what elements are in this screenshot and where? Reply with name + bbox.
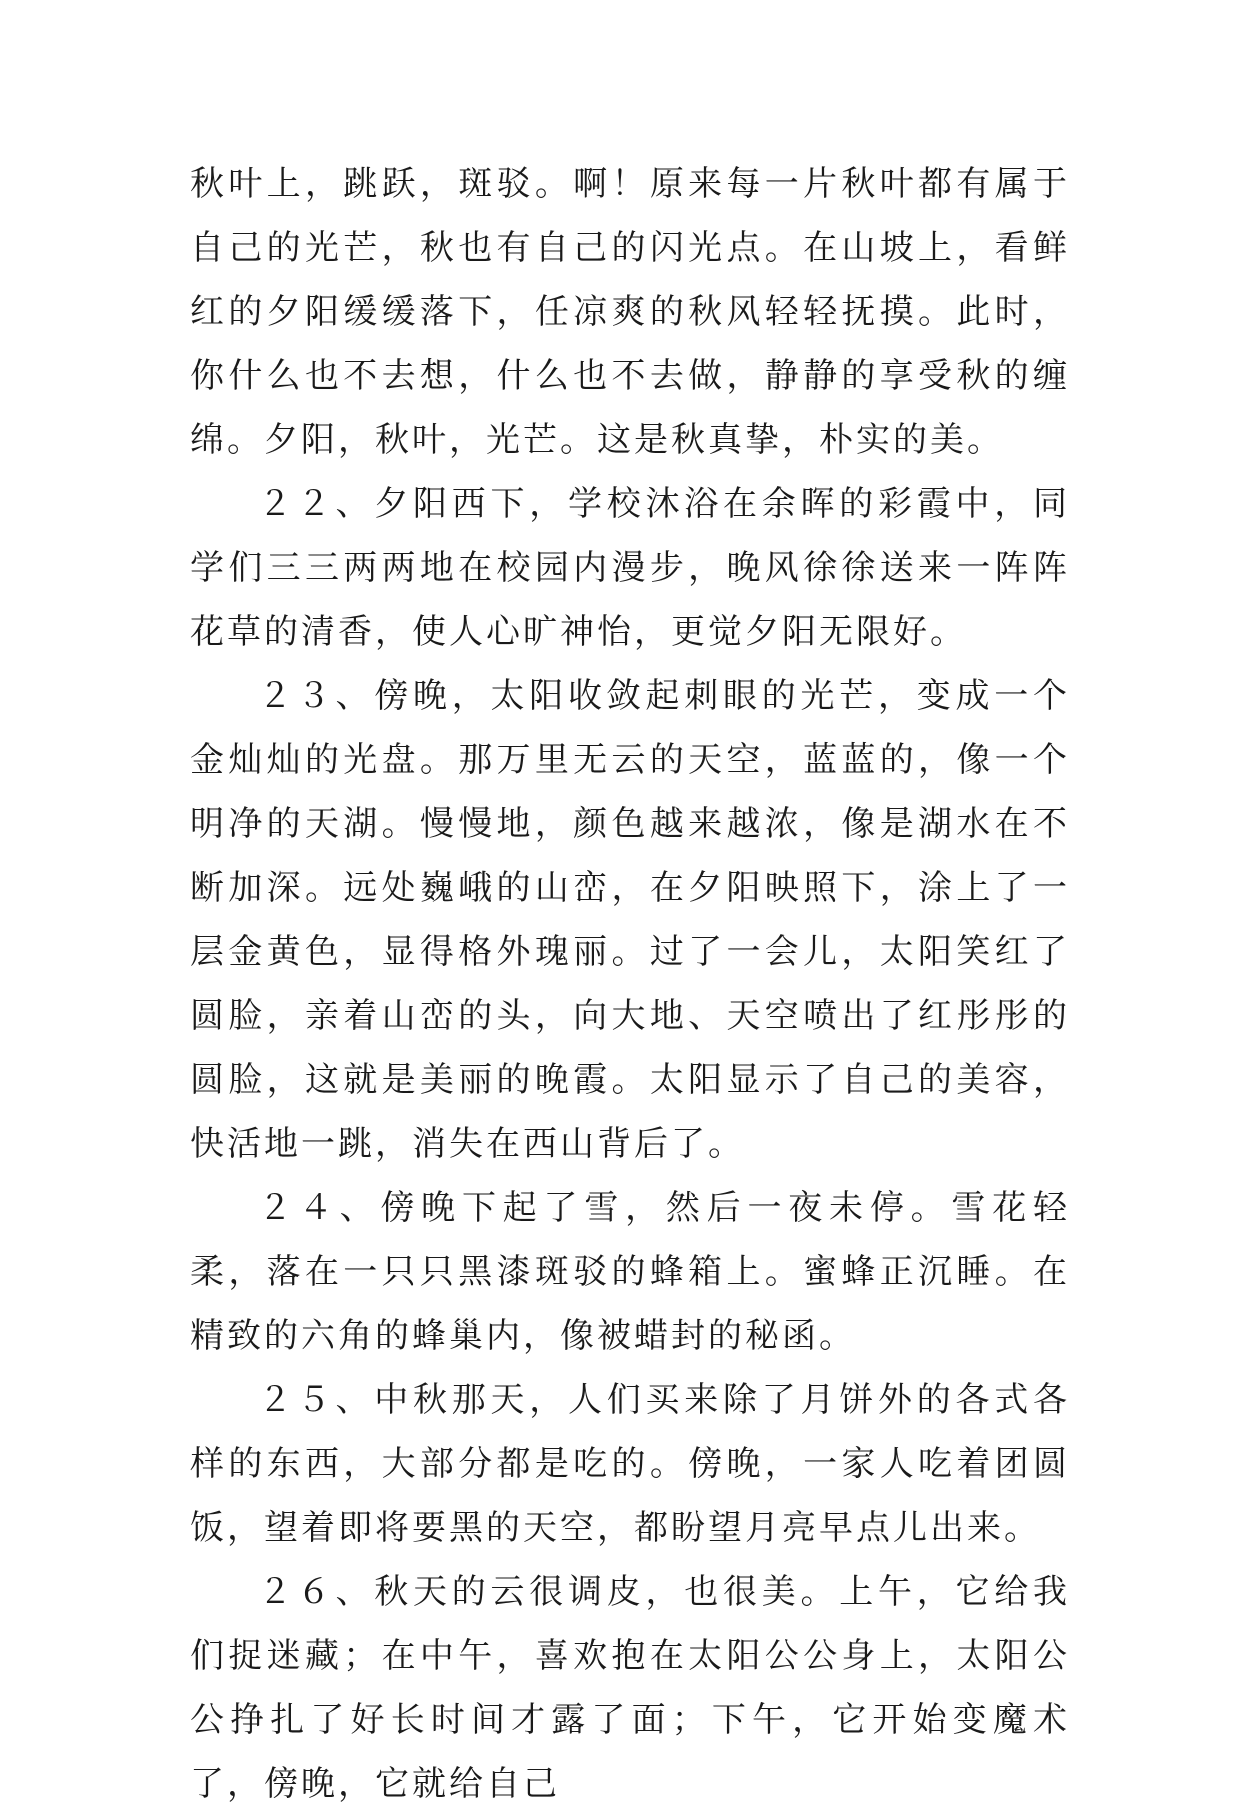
paragraph-continuation: 秋叶上，跳跃，斑驳。啊！原来每一片秋叶都有属于自己的光芒，秋也有自己的闪光点。在山坡上，看鲜红的夕阳缓缓落下，任凉爽的秋风轻轻抚摸。此时，你什么也不去想，什么也不去做，静静的享受秋的缠绵。夕阳，秋叶，光芒。这是秋真挚，朴实的美。 <box>190 164 1070 460</box>
paragraph-item-26: ２６、秋天的云很调皮，也很美。上午，它给我们捉迷藏；在中午，喜欢抱在太阳公公身上，太阳公公挣扎了好长时间才露了面；下午，它开始变魔术了，傍晚，它就给自己 <box>190 1572 1070 1804</box>
paragraph-item-23: ２３、傍晚，太阳收敛起刺眼的光芒，变成一个金灿灿的光盘。那万里无云的天空，蓝蓝的，像一个明净的天湖。慢慢地，颜色越来越浓，像是湖水在不断加深。远处巍峨的山峦，在夕阳映照下，涂上了一层金黄色，显得格外瑰丽。过了一会儿，太阳笑红了圆脸，亲着山峦的头，向大地、天空喷出了红彤彤的圆脸，这就是美丽的晚霞。太阳显示了自己的美容，快活地一跳，消失在西山背后了。 <box>190 676 1070 1164</box>
paragraph-item-25: ２５、中秋那天，人们买来除了月饼外的各式各样的东西，大部分都是吃的。傍晚，一家人吃着团圆饭，望着即将要黑的天空，都盼望月亮早点儿出来。 <box>190 1380 1070 1548</box>
paragraph-item-24: ２４、傍晚下起了雪，然后一夜未停。雪花轻柔，落在一只只黑漆斑驳的蜂箱上。蜜蜂正沉睡。在精致的六角的蜂巢内，像被蜡封的秘函。 <box>190 1188 1070 1356</box>
paragraph-item-22: ２２、夕阳西下，学校沐浴在余晖的彩霞中，同学们三三两两地在校园内漫步，晚风徐徐送来一阵阵花草的清香，使人心旷神怡，更觉夕阳无限好。 <box>190 484 1070 652</box>
document-body <box>190 152 1070 1816</box>
